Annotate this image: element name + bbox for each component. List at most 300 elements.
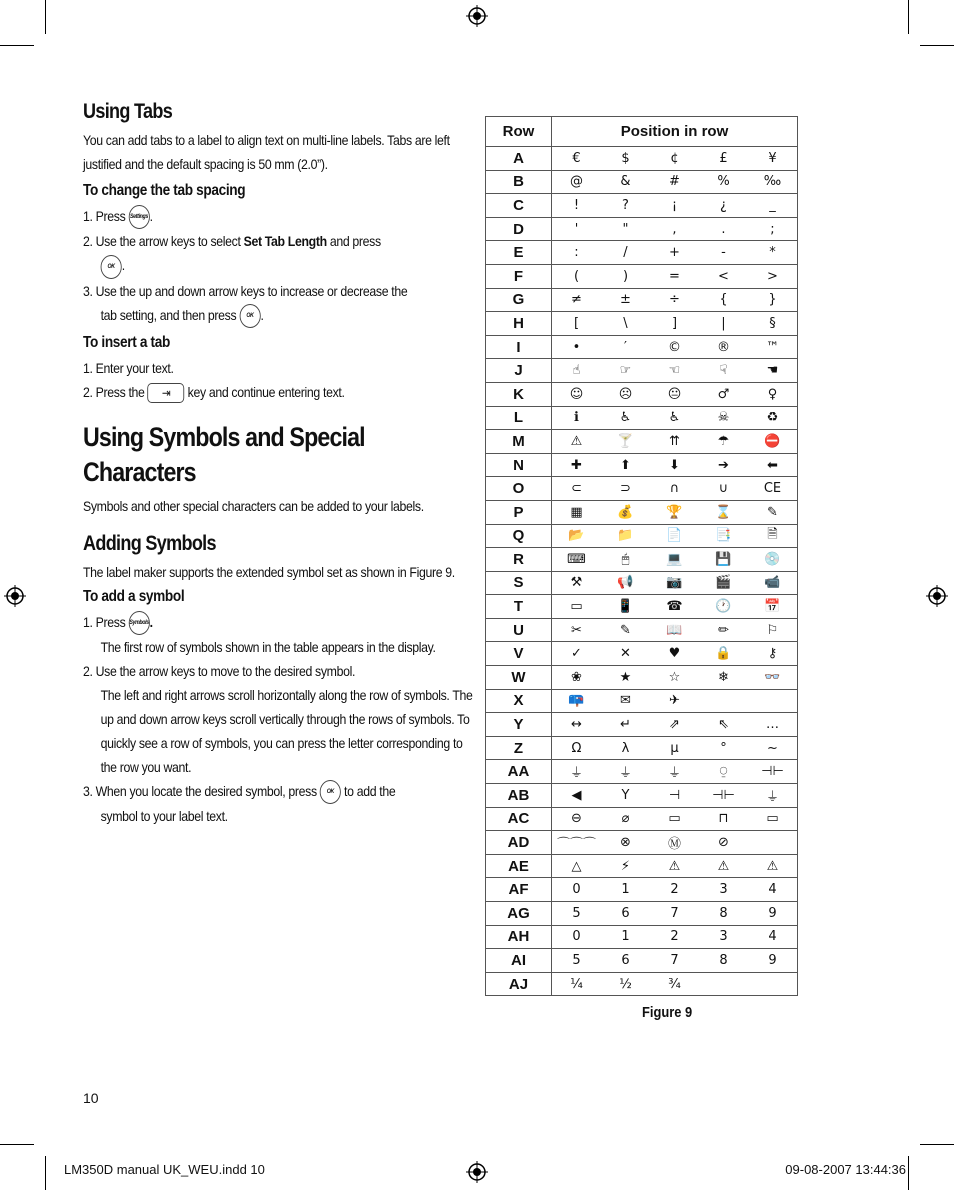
symbol-cell: _ <box>769 197 776 213</box>
table-row <box>486 713 798 737</box>
table-row <box>486 972 798 996</box>
symbol-cell: 📷 <box>666 575 683 591</box>
list-item-note: The left and right arrows scroll horizontally along the row of symbols. The up and down arrow keys scroll vertically through the rows of symbols. To quickly see a row of symbols, you can press the letter corresponding to the row you want. <box>100 687 473 776</box>
tab-key-icon: ⇥ <box>148 383 185 403</box>
symbol-cell: 8 <box>719 952 728 968</box>
row-label: AA <box>486 760 552 784</box>
row-symbols <box>552 335 798 359</box>
row-label: X <box>486 689 552 713</box>
row-symbols <box>552 500 798 524</box>
row-symbols <box>552 807 798 831</box>
symbol-cell: 📅 <box>764 599 781 615</box>
symbol-cell: 📪 <box>568 693 585 709</box>
row-label: S <box>486 571 552 595</box>
symbol-cell: ' <box>574 221 579 237</box>
symbol-cell: ↵ <box>620 717 631 733</box>
table-row <box>486 194 798 218</box>
figure-caption: Figure 9 <box>642 1004 693 1021</box>
symbol-cell: ⛔ <box>764 433 781 449</box>
list-item: 3. When you locate the desired symbol, press OK to add the <box>83 779 457 804</box>
crop-mark <box>908 0 909 34</box>
row-symbols <box>552 831 798 855</box>
registration-mark-icon <box>926 585 948 607</box>
symbol-cell: ☝ <box>572 363 581 379</box>
table-row <box>486 878 798 902</box>
symbol-cell: < <box>718 268 729 284</box>
table-row <box>486 147 798 171</box>
symbol-cell: - <box>721 245 726 261</box>
crop-mark <box>0 1144 34 1145</box>
row-label: B <box>486 170 552 194</box>
row-label: AG <box>486 902 552 926</box>
symbol-cell: ↔ <box>571 717 582 733</box>
row-symbols <box>552 642 798 666</box>
row-symbols <box>552 713 798 737</box>
symbol-cell: ⚠ <box>766 858 779 874</box>
symbol-cell: 0 <box>572 882 581 898</box>
symbol-cell: … <box>766 717 779 733</box>
symbol-cell: µ <box>670 740 679 756</box>
row-symbols <box>552 760 798 784</box>
row-label: AF <box>486 878 552 902</box>
symbol-cell: ▦ <box>570 504 583 520</box>
insert-tab-title: To insert a tab <box>83 333 170 351</box>
symbol-cell: ⊂ <box>571 481 582 497</box>
symbol-cell: ¼ <box>570 976 583 992</box>
table-row <box>486 382 798 406</box>
list-item: 1. Enter your text. <box>83 359 174 376</box>
symbol-cell: 👓 <box>764 669 781 685</box>
symbol-cell: 8 <box>719 905 728 921</box>
symbol-cell: ¾ <box>668 976 681 992</box>
row-symbols <box>552 477 798 501</box>
list-item: OK . <box>83 253 475 278</box>
symbol-cell: # <box>669 174 680 190</box>
list-item: 3. Use the up and down arrow keys to increase or decrease the <box>83 282 408 299</box>
table-row <box>486 831 798 855</box>
footer-date: 09-08-2007 13:44:36 <box>785 1162 906 1177</box>
symbol-cell: 5 <box>572 905 581 921</box>
symbol-cell: 🕐 <box>715 599 732 615</box>
text-column <box>83 100 473 828</box>
table-row <box>486 264 798 288</box>
table-header-position: Position in row <box>552 117 798 147</box>
list-item: 1. Press Symbols. <box>83 610 457 635</box>
symbol-cell: $ <box>621 150 630 166</box>
page-number: 10 <box>83 1090 99 1106</box>
symbol-cell: ⚐ <box>766 622 779 638</box>
symbol-cell: ¥ <box>768 150 777 166</box>
symbol-cell: ☆ <box>668 669 681 685</box>
symbol-cell: = <box>669 268 680 284</box>
symbol-cell: ⏚ <box>765 789 779 805</box>
symbol-cell: 5 <box>572 952 581 968</box>
row-symbols <box>552 312 798 336</box>
symbol-cell: ⚒ <box>570 575 583 591</box>
symbol-cell: 📱 <box>617 599 634 615</box>
row-symbols <box>552 147 798 171</box>
symbol-cell: ✕ <box>620 646 631 662</box>
symbol-cell: ☎ <box>666 599 683 615</box>
symbol-cell: ! <box>573 197 580 213</box>
symbol-cell: ⚷ <box>767 646 778 662</box>
crop-mark <box>0 45 34 46</box>
symbol-cell: ⊗ <box>620 835 631 851</box>
symbol-cell: £ <box>719 150 728 166</box>
symbol-cell: ∪ <box>718 481 729 497</box>
symbol-cell: Ⓜ <box>667 837 681 853</box>
table-row <box>486 618 798 642</box>
table-row <box>486 854 798 878</box>
symbol-cell: 🗎 <box>767 526 778 542</box>
ok-key-icon: OK <box>320 780 341 804</box>
symbol-cell: ¡ <box>671 197 678 213</box>
symbol-cell: ½ <box>619 976 632 992</box>
settings-key-icon: Settings <box>128 205 149 229</box>
row-label: AD <box>486 831 552 855</box>
symbol-cell: ⇗ <box>669 717 680 733</box>
symbol-cell: ★ <box>619 669 632 685</box>
symbol-cell: 2 <box>670 929 679 945</box>
symbol-cell: 📖 <box>666 622 683 638</box>
row-label: AI <box>486 949 552 973</box>
symbol-cell: 💰 <box>617 504 634 520</box>
ok-key-icon: OK <box>101 255 122 279</box>
row-label: AB <box>486 784 552 808</box>
list-item: 2. Press the ⇥ key and continue entering text. <box>83 380 457 404</box>
row-symbols <box>552 854 798 878</box>
symbol-cell: λ <box>621 740 630 756</box>
symbol-cell: ☚ <box>766 363 779 379</box>
symbol-cell: ? <box>622 197 629 213</box>
symbol-cell: ≠ <box>571 292 582 308</box>
row-symbols <box>552 453 798 477</box>
row-symbols <box>552 689 798 713</box>
row-symbols <box>552 406 798 430</box>
symbol-cell: ⌀ <box>621 811 630 827</box>
symbol-cell: ✓ <box>571 646 582 662</box>
table-row <box>486 241 798 265</box>
adding-intro: The label maker supports the extended symbol set as shown in Figure 9. <box>83 563 455 580</box>
symbol-cell: ; <box>770 221 775 237</box>
symbol-cell: ⊣⊢ <box>761 764 784 780</box>
symbol-cell: 📄 <box>666 528 683 544</box>
symbol-cell: ⌛ <box>715 504 732 520</box>
symbol-cell: & <box>620 174 631 190</box>
symbol-cell: ▭ <box>668 811 681 827</box>
symbol-cell: ⊃ <box>620 481 631 497</box>
table-row <box>486 312 798 336</box>
row-symbols <box>552 784 798 808</box>
table-row <box>486 453 798 477</box>
symbol-cell: ◀ <box>571 787 582 803</box>
row-label: C <box>486 194 552 218</box>
row-label: R <box>486 548 552 572</box>
row-symbols <box>552 217 798 241</box>
symbol-cell: ✉ <box>620 693 631 709</box>
table-row <box>486 760 798 784</box>
symbol-cell: ▭ <box>766 811 779 827</box>
table-row <box>486 949 798 973</box>
table-row <box>486 595 798 619</box>
symbol-cell: ′ <box>624 339 627 355</box>
symbol-cell: ‰ <box>763 174 782 190</box>
crop-mark <box>920 1144 954 1145</box>
symbol-cell: ☟ <box>719 363 728 379</box>
symbol-cell: 3 <box>719 882 728 898</box>
symbol-cell: ⊖ <box>571 811 582 827</box>
table-row <box>486 784 798 808</box>
row-symbols <box>552 972 798 996</box>
row-symbols <box>552 949 798 973</box>
add-symbol-title: To add a symbol <box>83 587 185 605</box>
symbol-cell: ⚡ <box>620 858 631 874</box>
row-symbols <box>552 430 798 454</box>
symbol-cell: • <box>572 339 581 355</box>
row-label: AE <box>486 854 552 878</box>
symbol-cell: 1 <box>621 882 630 898</box>
symbol-cell: ™ <box>766 339 779 355</box>
symbol-cell: . <box>721 221 726 237</box>
symbol-cell: ⌒⌒⌒ <box>556 837 596 853</box>
symbol-cell: § <box>769 315 776 331</box>
symbol-cell: ☹ <box>618 386 633 402</box>
row-label: Y <box>486 713 552 737</box>
symbol-cell: [ <box>573 315 580 331</box>
row-label: AC <box>486 807 552 831</box>
row-label: Q <box>486 524 552 548</box>
table-row <box>486 736 798 760</box>
symbol-cell: 📢 <box>617 575 634 591</box>
symbol-cell: ☠ <box>717 410 730 426</box>
section-title-tabs: Using Tabs <box>83 100 173 123</box>
symbol-cell: 2 <box>670 882 679 898</box>
row-symbols <box>552 571 798 595</box>
table-row <box>486 430 798 454</box>
symbol-cell: 6 <box>621 905 630 921</box>
symbol-cell: 🔒 <box>715 646 732 662</box>
symbol-cell: ➔ <box>718 457 729 473</box>
symbol-cell: > <box>767 268 778 284</box>
registration-mark-icon <box>4 585 26 607</box>
symbol-cell: ❄ <box>718 669 729 685</box>
row-label: AJ <box>486 972 552 996</box>
symbol-cell: " <box>622 221 629 237</box>
symbol-cell: 🎬 <box>715 575 732 591</box>
row-symbols <box>552 382 798 406</box>
row-symbols <box>552 170 798 194</box>
symbol-cell: ☜ <box>668 363 681 379</box>
symbol-cell: 😐 <box>667 386 682 402</box>
row-label: D <box>486 217 552 241</box>
table-row <box>486 666 798 690</box>
symbol-cell: / <box>623 245 628 261</box>
symbol-cell: 9 <box>768 905 777 921</box>
symbol-cell: ✏ <box>718 622 729 638</box>
symbol-cell: ¿ <box>720 197 727 213</box>
ok-key-icon: OK <box>239 304 260 328</box>
table-row <box>486 807 798 831</box>
row-symbols <box>552 548 798 572</box>
row-label: H <box>486 312 552 336</box>
row-symbols <box>552 359 798 383</box>
row-symbols <box>552 524 798 548</box>
symbol-cell: ♥ <box>668 646 681 662</box>
table-row <box>486 217 798 241</box>
row-label: L <box>486 406 552 430</box>
row-symbols <box>552 736 798 760</box>
symbol-cell: ⇖ <box>718 717 729 733</box>
row-symbols <box>552 264 798 288</box>
symbol-cell: | <box>721 315 726 331</box>
table-row <box>486 548 798 572</box>
list-item: 1. Press Settings . <box>83 204 457 229</box>
table-row <box>486 359 798 383</box>
crop-mark <box>920 45 954 46</box>
symbol-cell: ♻ <box>766 410 779 426</box>
symbol-cell: ☂ <box>717 433 730 449</box>
symbol-cell: , <box>672 221 677 237</box>
row-symbols <box>552 194 798 218</box>
row-label: G <box>486 288 552 312</box>
symbol-cell: ♂ <box>717 386 730 402</box>
row-symbols <box>552 902 798 926</box>
symbol-cell: 🍸 <box>617 433 634 449</box>
symbol-cell: ⬆ <box>620 457 631 473</box>
tabs-intro: You can add tabs to a label to align text on multi-line labels. Tabs are left justified and the default spacing is 50 mm (2.0”). <box>83 132 450 172</box>
row-symbols <box>552 595 798 619</box>
symbol-cell: 4 <box>768 929 777 945</box>
table-row <box>486 642 798 666</box>
symbol-cell: ⚠ <box>668 858 681 874</box>
symbol-cell: ± <box>620 292 631 308</box>
table-row <box>486 925 798 949</box>
symbol-cell: ☞ <box>619 363 632 379</box>
row-symbols <box>552 666 798 690</box>
row-label: T <box>486 595 552 619</box>
symbol-cell: 3 <box>719 929 728 945</box>
symbol-cell: ⊣ <box>668 787 681 803</box>
symbol-cell: 🖱 <box>621 551 630 567</box>
row-label: I <box>486 335 552 359</box>
symbol-cell: \ <box>623 315 628 331</box>
symbol-cell: ⇈ <box>669 433 680 449</box>
symbol-table <box>485 116 798 996</box>
symbols-intro: Symbols and other special characters can be added to your labels. <box>83 497 424 514</box>
row-label: M <box>486 430 552 454</box>
symbol-cell: ÷ <box>669 292 680 308</box>
change-tab-title: To change the tab spacing <box>83 182 246 199</box>
symbol-cell: 6 <box>621 952 630 968</box>
symbol-cell: 💾 <box>715 551 732 567</box>
crop-mark <box>45 1156 46 1190</box>
list-item-note: The first row of symbols shown in the table appears in the display. <box>100 639 436 656</box>
symbol-cell: 4 <box>768 882 777 898</box>
symbol-cell: 7 <box>670 952 679 968</box>
symbol-cell: CE <box>763 481 782 497</box>
symbol-cell: ⏚ <box>618 766 632 782</box>
table-header-row: Row <box>486 117 552 147</box>
list-item: symbol to your label text. <box>100 808 228 825</box>
row-label: W <box>486 666 552 690</box>
table-row <box>486 477 798 501</box>
list-item: 2. Use the arrow keys to select Set Tab Length and press <box>83 233 381 250</box>
crop-mark <box>45 0 46 34</box>
symbol-cell: ⚠ <box>570 433 583 449</box>
row-label: Z <box>486 736 552 760</box>
footer-file: LM350D manual UK_WEU.indd 10 <box>64 1162 265 1177</box>
symbol-cell: ✚ <box>571 457 582 473</box>
table-row <box>486 524 798 548</box>
symbol-cell: ⊣⊢ <box>712 787 735 803</box>
symbol-cell: 7 <box>670 905 679 921</box>
symbol-cell: ® <box>717 339 730 355</box>
symbol-cell: ✎ <box>767 504 778 520</box>
symbol-cell: } <box>768 292 777 308</box>
symbol-cell: 🏆 <box>666 504 683 520</box>
symbol-cell: ☺ <box>569 386 584 402</box>
section-title-symbols-2: Characters <box>83 456 196 487</box>
symbol-cell: € <box>572 150 581 166</box>
symbol-cell: ⚠ <box>717 858 730 874</box>
section-title-symbols: Using Symbols and Special <box>83 421 365 452</box>
symbol-cell: ✎ <box>620 622 631 638</box>
symbol-cell: { <box>719 292 728 308</box>
symbol-cell: © <box>668 339 681 355</box>
symbol-cell: 9 <box>768 952 777 968</box>
symbol-cell: ⏚ <box>569 766 583 782</box>
symbol-cell: @ <box>570 174 583 190</box>
symbol-cell: 1 <box>621 929 630 945</box>
symbol-cell: △ <box>571 858 582 874</box>
symbol-cell: ℹ <box>574 410 579 426</box>
row-label: J <box>486 359 552 383</box>
row-label: O <box>486 477 552 501</box>
symbol-cell: Ω <box>571 740 582 756</box>
symbol-cell: % <box>717 174 730 190</box>
symbol-cell: ⍜ <box>719 764 728 780</box>
symbol-cell: ♿ <box>619 410 632 426</box>
table-row <box>486 288 798 312</box>
row-symbols <box>552 241 798 265</box>
symbol-cell: * <box>769 245 776 261</box>
row-label: P <box>486 500 552 524</box>
symbol-cell: + <box>669 245 680 261</box>
symbol-cell: ∩ <box>669 481 680 497</box>
row-symbols <box>552 618 798 642</box>
symbol-cell: ⊘ <box>718 835 729 851</box>
symbol-cell: 💻 <box>666 551 683 567</box>
symbol-cell: ✈ <box>669 693 680 709</box>
row-label: E <box>486 241 552 265</box>
list-item: 2. Use the arrow keys to move to the desired symbol. <box>83 663 356 680</box>
symbol-cell: ¢ <box>670 150 679 166</box>
symbol-cell: ♀ <box>767 386 778 402</box>
table-row <box>486 170 798 194</box>
table-body <box>486 147 798 996</box>
crop-mark <box>908 1156 909 1190</box>
symbol-cell: ♿ <box>668 410 681 426</box>
symbol-cell: Y <box>621 787 630 803</box>
symbol-cell: ] <box>671 315 678 331</box>
symbol-cell: 💿 <box>764 551 781 567</box>
table-row <box>486 335 798 359</box>
table-row <box>486 689 798 713</box>
symbol-cell: ⏚ <box>667 766 681 782</box>
symbol-cell: ⬅ <box>767 457 778 473</box>
symbols-key-icon: Symbols <box>128 611 149 635</box>
symbol-cell: ) <box>622 268 629 284</box>
